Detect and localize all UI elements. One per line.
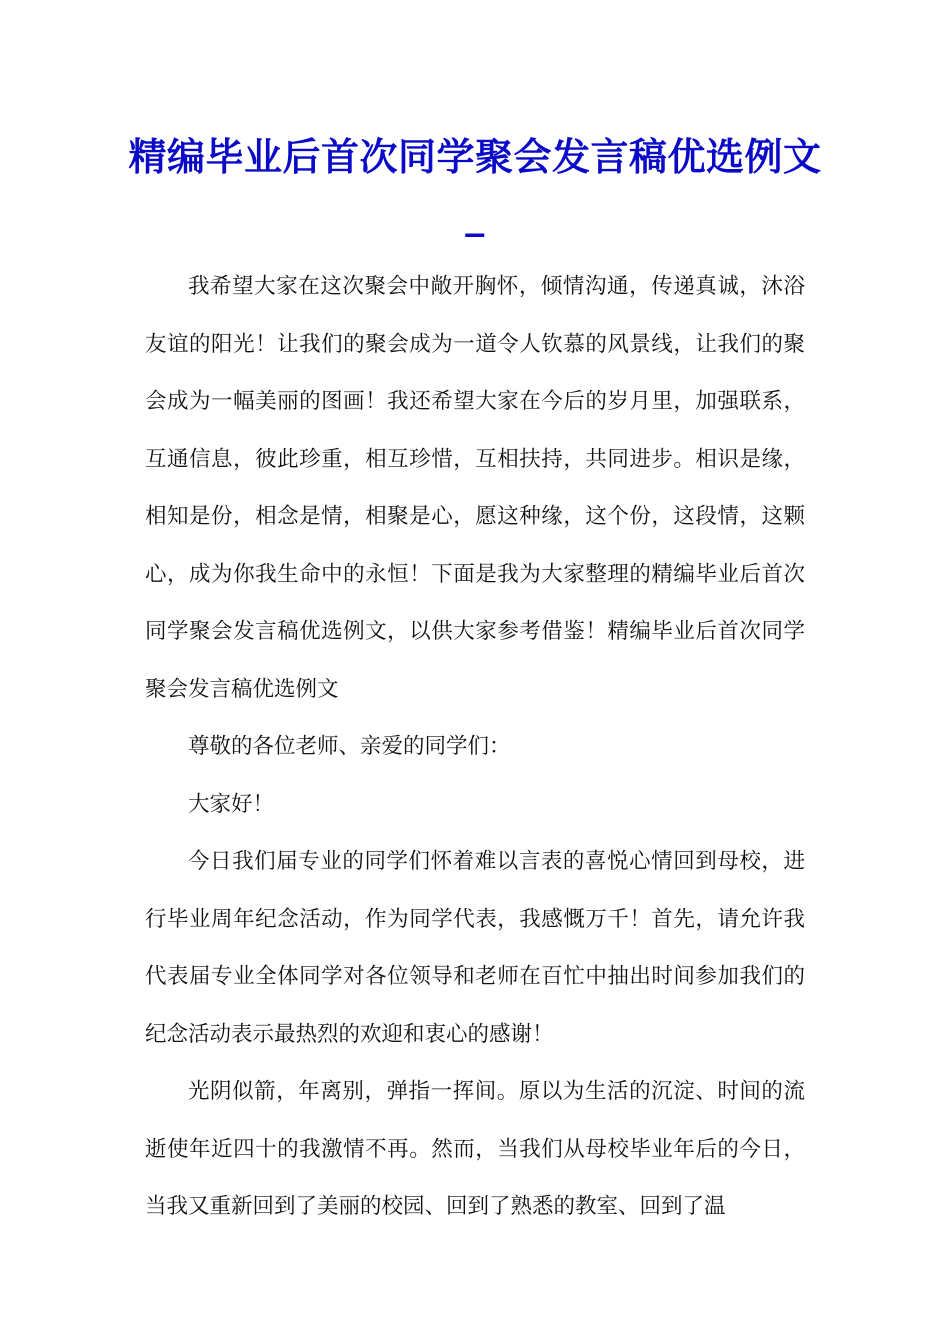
paragraph-reflection: 光阴似箭，年离别，弹指一挥间。原以为生活的沉淀、时间的流逝使年近四十的我激情不再。然而，当我们从母校毕业年后的今日，当我又重新回到了美丽的校园、回到了熟悉的教室、回到了温 (145, 1079, 805, 1219)
paragraph-opening: 今日我们届专业的同学们怀着难以言表的喜悦心情回到母校，进行毕业周年纪念活动，作为同学代表，我感慨万千！首先，请允许我代表届专业全体同学对各位领导和老师在百忙中抽出时间参加我们的纪念活动表示最热烈的欢迎和衷心的感谢！ (145, 849, 805, 1047)
paragraph-salutation: 尊敬的各位老师、亲爱的同学们： (188, 734, 511, 759)
paragraph-greeting: 大家好！ (188, 791, 275, 817)
document-title: 精编毕业后首次同学聚会发言稿优选例文_ (128, 134, 822, 237)
paragraph-intro: 我希望大家在这次聚会中敞开胸怀，倾情沟通，传递真诚，沐浴友谊的阳光！让我们的聚会成为一道令人钦慕的风景线，让我们的聚会成为一幅美丽的图画！我还希望大家在今后的岁月里，加强联系，互通信息，彼此珍重，相互珍惜，互相扶持，共同进步。相识是缘，相知是份，相念是情，相聚是心，愿这种缘，这个份，这段情，这颗心，成为你我生命中的永恒！下面是我为大家整理的精编毕业后首次同学聚会发言稿优选例文，以供大家参考借鉴！精编毕业后首次同学聚会发言稿优选例文 (145, 274, 805, 702)
document-body (145, 258, 805, 1236)
